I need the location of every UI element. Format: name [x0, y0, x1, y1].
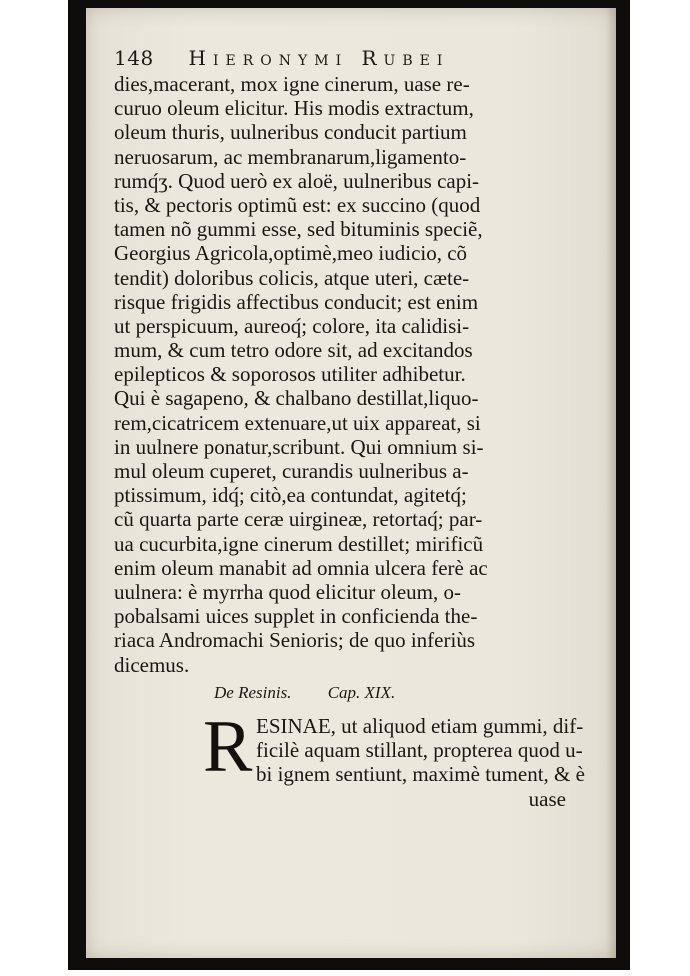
text-line: uulnera: è myrrha quod elicitur oleum, o-	[114, 579, 461, 604]
text-line: ua cucurbita,igne cinerum destillet; mirificũ	[114, 531, 484, 556]
text-line: dicemus.	[114, 652, 190, 677]
page-edge-shadow	[606, 8, 616, 958]
text-line: tamen nõ gummi esse, sed bituminis speciẽ,	[114, 217, 483, 242]
text-line: dies,macerant, mox igne cinerum, uase re-	[114, 72, 470, 96]
running-title: Hieronymi Rubei	[188, 46, 450, 70]
chapter-heading	[214, 683, 514, 703]
body-text	[114, 72, 550, 677]
page-number: 148	[114, 46, 154, 70]
text-line: pobalsami uices supplet in conficienda the-	[114, 604, 478, 629]
text-line: ficilè aquam stillant, propterea quod u-	[256, 738, 583, 763]
text-line: Georgius Agricola,optimè,meo iudicio, cõ	[114, 241, 468, 266]
text-line: rumq́ʒ. Quod uerò ex aloë, uulneribus capi-	[114, 168, 480, 193]
text-line: curuo oleum elicitur. His modis extractum,	[114, 96, 474, 121]
text-line: tis, & pectoris optimũ est: ex succino (quod	[114, 192, 481, 217]
catchword: uase	[528, 786, 566, 811]
text-line: cũ quarta parte ceræ uirgineæ, retortaq́; par-	[114, 507, 483, 532]
text-line: ESINAE, ut aliquod etiam gummi, dif-	[256, 714, 584, 738]
text-line: risque frigidis affectibus conducit; est enim	[114, 289, 479, 314]
text-line: in uulnere ponatur,scribunt. Qui omnium si-	[114, 434, 484, 459]
chapter-title: De Resinis.	[214, 683, 292, 702]
chapter-intro-text	[256, 714, 585, 811]
text-line: oleum thuris, uulneribus conducit partium	[114, 120, 467, 145]
text-line: bi ignem sentiunt, maximè tument, & è	[256, 762, 585, 787]
text-line: neruosarum, ac membranarum,ligamento-	[114, 144, 467, 169]
text-line: mum, & cum tetro odore sit, ad excitandos	[114, 338, 473, 363]
running-head	[114, 46, 534, 70]
text-line: rem,cicatricem extenuare,ut uix appareat, si	[114, 410, 481, 435]
text-line: epilepticos & soporosos utiliter adhibetur.	[114, 362, 466, 387]
chapter-number: Cap. XIX.	[327, 683, 396, 702]
text-line: riaca Andromachi Senioris; de quo inferiùs	[114, 628, 475, 653]
text-line: ptissimum, idq́; citò,ea contundat, agitetq́;	[114, 483, 467, 508]
drop-cap-letter: R	[203, 706, 253, 788]
text-line: Qui è sagapeno, & chalbano destillat,liquo-	[114, 386, 479, 411]
text-line: ut perspicuum, aureoq́; colore, ita calidisi-	[114, 313, 470, 338]
text-line: tendit) doloribus colicis, atque uteri, cæte-	[114, 265, 470, 290]
text-line: mul oleum cuperet, curandis uulneribus a-	[114, 459, 469, 483]
text-line: enim oleum manabit ad omnia ulcera ferè ac	[114, 555, 488, 580]
